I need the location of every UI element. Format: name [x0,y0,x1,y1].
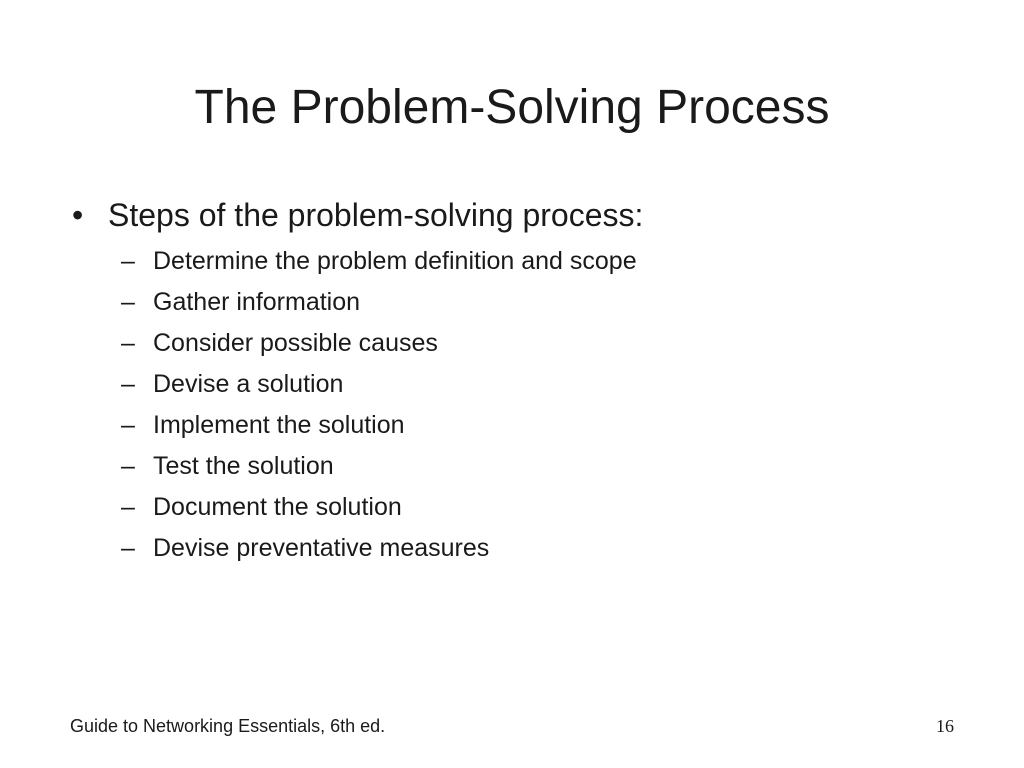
list-item [121,528,972,569]
dash-marker: – [121,288,135,316]
list-item [121,282,972,323]
slide-title: The Problem-Solving Process [194,81,830,134]
list-item [121,241,972,282]
dash-marker: – [121,329,135,357]
main-bullet [72,193,972,241]
dash-marker: – [121,370,135,398]
main-bullet-text: Steps of the problem-solving process: [108,197,644,233]
dash-marker: – [121,534,135,562]
list-item-text: Gather information [153,288,361,316]
list-item-text: Consider possible causes [153,329,438,357]
steps-list [121,241,972,569]
dash-marker: – [121,452,135,480]
slide-content [72,193,972,569]
list-item-text: Devise preventative measures [153,534,490,562]
dash-marker: – [121,411,135,439]
list-item-text: Devise a solution [153,370,344,398]
bullet-marker: • [72,197,84,233]
list-item-text: Document the solution [153,493,402,521]
list-item [121,323,972,364]
dash-marker: – [121,493,135,521]
list-item-text: Determine the problem definition and scope [153,247,637,275]
list-item [121,446,972,487]
dash-marker: – [121,247,135,275]
footer-source: Guide to Networking Essentials, 6th ed. [70,716,386,736]
list-item-text: Test the solution [153,452,334,480]
list-item [121,487,972,528]
list-item [121,364,972,405]
page-number: 16 [936,716,954,736]
list-item [121,405,972,446]
list-item-text: Implement the solution [153,411,405,439]
